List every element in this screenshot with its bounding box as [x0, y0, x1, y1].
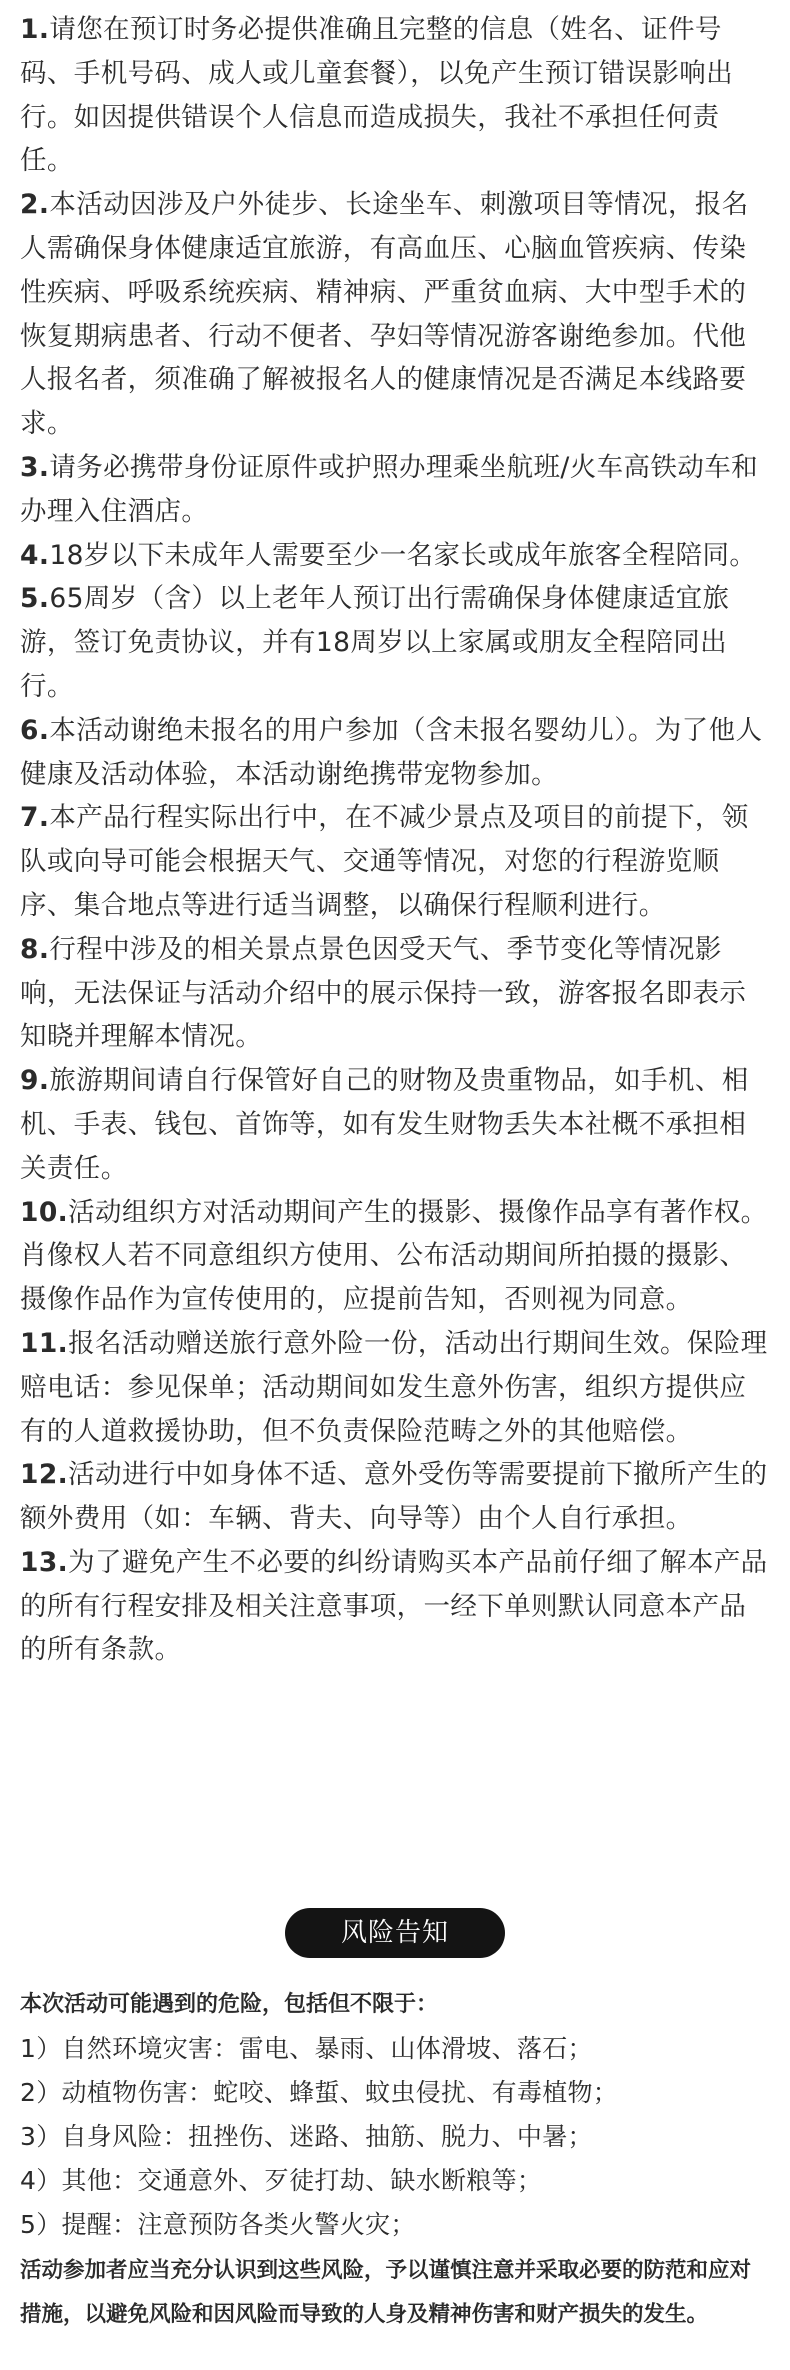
notice-text: 本活动谢绝未报名的用户参加（含未报名婴幼儿）。为了他人健康及活动体验，本活动谢绝携带宠物参加。: [20, 714, 763, 790]
notice-number: 4.: [20, 539, 50, 571]
risk-item: 5）提醒：注意预防各类火警火灾；: [20, 2210, 416, 2239]
notice-number: 11.: [20, 1327, 69, 1359]
risk-intro: 本次活动可能遇到的危险，包括但不限于：: [20, 1992, 439, 2017]
notice-text: 旅游期间请自行保管好自己的财物及贵重物品，如手机、相机、手表、钱包、首饰等，如有发生财物丢失本社概不承担相关责任。: [20, 1065, 749, 1184]
notice-item-5: [20, 577, 772, 708]
notice-text: 为了避免产生不必要的纠纷请购买本产品前仔细了解本产品的所有行程安排及相关注意事项，一经下单则默认同意本产品的所有条款。: [20, 1546, 768, 1666]
notice-text: 报名活动赠送旅行意外险一份，活动出行期间生效。保险理赔电话：参见保单；活动期间如发生意外伤害，组织方提供应有的人道救援协助，但不负责保险范畴之外的其他赔偿。: [20, 1327, 768, 1447]
notice-item-4: [20, 534, 772, 578]
notice-item-8: [20, 928, 772, 1059]
notice-number: 13.: [20, 1546, 69, 1578]
notice-number: 10.: [20, 1196, 69, 1228]
notice-text: 活动组织方对活动期间产生的摄影、摄像作品享有著作权。肖像权人若不同意组织方使用、公布活动期间所拍摄的摄影、摄像作品作为宣传使用的，应提前告知，否则视为同意。: [20, 1196, 768, 1316]
notice-number: 8.: [20, 933, 50, 965]
notice-text: 18岁以下未成年人需要至少一名家长或成年旅客全程陪同。: [49, 539, 757, 571]
notice-item-1: [20, 8, 772, 183]
notice-number: 1.: [20, 14, 50, 45]
risk-item: 2）动植物伤害：蛇咬、蜂蜇、蚊虫侵扰、有毒植物；: [20, 2078, 619, 2107]
notice-section: [20, 8, 772, 1672]
notice-item-2: [20, 183, 772, 446]
notice-number: 3.: [20, 451, 50, 483]
notice-number: 9.: [20, 1065, 50, 1097]
notice-number: 12.: [20, 1459, 69, 1491]
notice-item-12: [20, 1453, 772, 1541]
notice-number: 5.: [20, 583, 50, 615]
notice-item-9: [20, 1059, 772, 1190]
notice-number: 2.: [20, 189, 50, 221]
risk-list: [20, 2027, 772, 2247]
notice-text: 请您在预订时务必提供准确且完整的信息（姓名、证件号码、手机号码、成人或儿童套餐），以免产生预订错误影响出行。如因提供错误个人信息而造成损失，我社不承担任何责任。: [20, 14, 734, 177]
notice-text: 活动进行中如身体不适、意外受伤等需要提前下撤所产生的额外费用（如：车辆、背夫、向导等）由个人自行承担。: [20, 1459, 768, 1535]
risk-badge-row: [0, 1908, 790, 1958]
notice-number: 6.: [20, 714, 50, 746]
notice-item-11: [20, 1322, 772, 1453]
notice-text: 请务必携带身份证原件或护照办理乘坐航班/火车高铁动车和办理入住酒店。: [20, 451, 759, 527]
risk-item: 3）自身风险：扭挫伤、迷路、抽筋、脱力、中暑；: [20, 2122, 593, 2151]
notice-text: 本产品行程实际出行中，在不减少景点及项目的前提下，领队或向导可能会根据天气、交通等情况，对您的行程游览顺序、集合地点等进行适当调整，以确保行程顺利进行。: [20, 802, 749, 921]
risk-item: 4）其他：交通意外、歹徒打劫、缺水断粮等；: [20, 2166, 543, 2195]
notice-item-10: [20, 1191, 772, 1322]
risk-item: 1）自然环境灾害：雷电、暴雨、山体滑坡、落石；: [20, 2034, 593, 2063]
notice-text: 本活动因涉及户外徒步、长途坐车、刺激项目等情况，报名人需确保身体健康适宜旅游，有高血压、心脑血管疾病、传染性疾病、呼吸系统疾病、精神病、严重贫血病、大中型手术的恢复期病患者、行动不便者、孕妇等情况游客谢绝参加。代他人报名者，须准确了解被报名人的健康情况是否满足本线路要求。: [20, 189, 749, 440]
risk-notice-badge: 风险告知: [285, 1908, 505, 1958]
notice-text: 65周岁（含）以上老年人预订出行需确保身体健康适宜旅游，签订免责协议，并有18周岁以上家属或朋友全程陪同出行。: [20, 583, 730, 702]
notice-number: 7.: [20, 802, 50, 834]
notice-item-7: [20, 796, 772, 927]
notice-item-6: [20, 709, 772, 797]
risk-outro: 活动参加者应当充分认识到这些风险，予以谨慎注意并采取必要的防范和应对措施，以避免风险和因风险而导致的人身及精神伤害和财产损失的发生。: [20, 2258, 752, 2327]
notice-item-13: [20, 1541, 772, 1672]
notice-text: 行程中涉及的相关景点景色因受天气、季节变化等情况影响，无法保证与活动介绍中的展示保持一致，游客报名即表示知晓并理解本情况。: [20, 933, 747, 1053]
notice-list: [20, 8, 772, 1672]
notice-item-3: [20, 446, 772, 534]
risk-section: [20, 1985, 772, 2337]
